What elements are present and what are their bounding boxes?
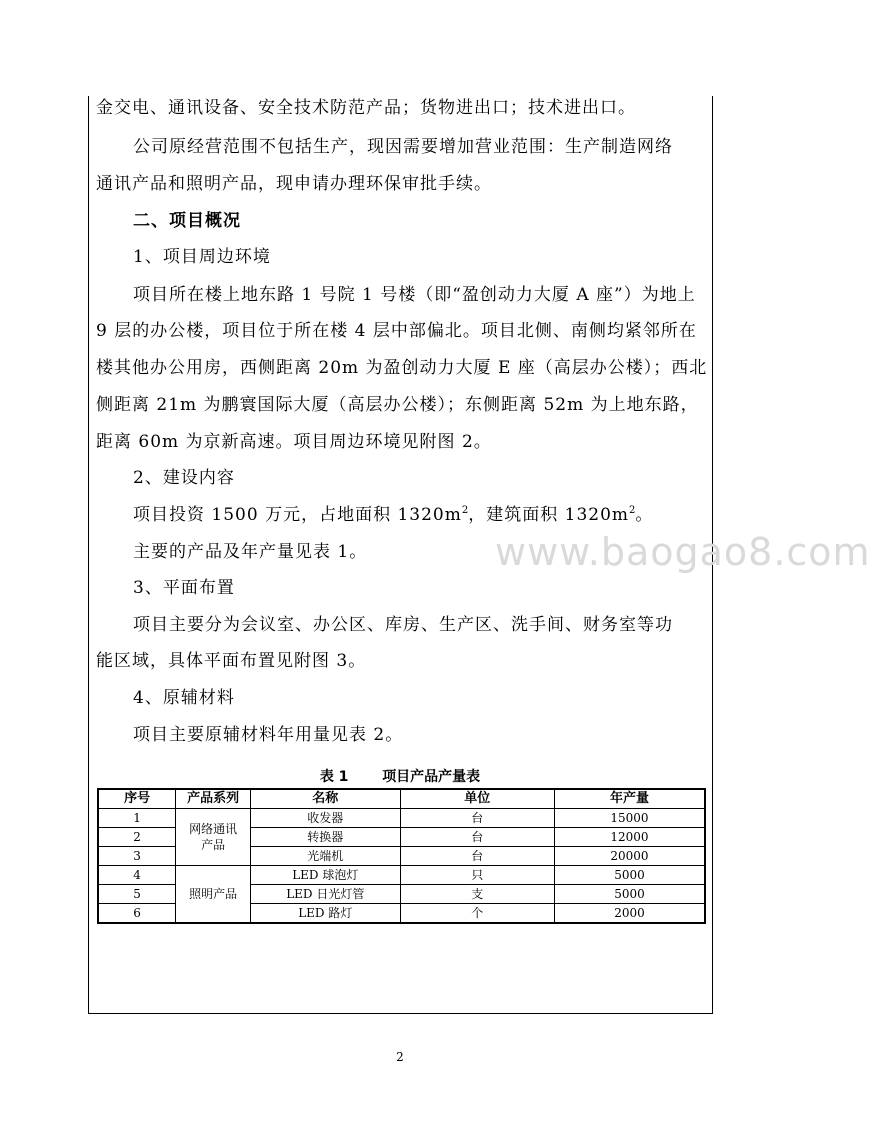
table-cell: 转换器 [251,828,400,847]
table-row [98,866,705,885]
table-cell: 只 [400,866,554,885]
table-cell: 光端机 [251,847,400,866]
table-cell: 台 [400,847,554,866]
paragraph-business-scope-end: 金交电、通讯设备、安全技术防范产品；货物进出口；技术进出口。 [96,98,636,118]
column-header: 序号 [98,789,176,809]
paragraph-surroundings-line3: 楼其他办公用房，西侧距离 20m 为盈创动力大厦 E 座（高层办公楼）；西北 [96,358,708,378]
paragraph-scope-change-line1: 公司原经营范围不包括生产，现因需要增加营业范围：生产制造网络 [133,137,673,157]
table-cell: 12000 [554,828,705,847]
paragraph-surroundings-line1: 项目所在楼上地东路 1 号院 1 号楼（即“盈创动力大厦 A 座”）为地上 [133,285,696,305]
table-caption-title: 项目产品产量表 [382,769,481,785]
paragraph-surroundings-line4: 侧距离 21m 为鹏寰国际大厦（高层办公楼）；东侧距离 52m 为上地东路， [96,395,699,415]
table-cell: 1 [98,809,176,828]
table-row [98,809,705,828]
table-cell: LED 路灯 [251,904,400,924]
table-cell: 个 [400,904,554,924]
superscript-2: 2 [461,505,469,516]
column-header: 单位 [400,789,554,809]
subheading-surroundings: 1、项目周边环境 [133,247,271,267]
table-cell: LED 日光灯管 [251,885,400,904]
paragraph-layout-line2: 能区域，具体平面布置见附图 3。 [96,651,367,671]
column-header: 产品系列 [176,789,251,809]
paragraph-layout-line1: 项目主要分为会议室、办公区、库房、生产区、洗手间、财务室等功 [133,615,673,635]
table-cell: 台 [400,828,554,847]
table-cell: 5000 [554,866,705,885]
page-number: 2 [396,1050,404,1064]
paragraph-surroundings-line5: 距离 60m 为京新高速。项目周边环境见附图 2。 [96,432,492,452]
table-cell: 支 [400,885,554,904]
column-header: 年产量 [554,789,705,809]
subheading-layout: 3、平面布置 [133,578,235,598]
section-heading-project-overview: 二、项目概况 [133,211,241,231]
category-cell: 照明产品 [176,866,251,924]
watermark: www.baogao8.com [495,530,871,574]
table-cell: 5 [98,885,176,904]
table-cell: 5000 [554,885,705,904]
table-caption-number: 表 1 [319,769,349,785]
paragraph-materials-ref: 项目主要原辅材料年用量见表 2。 [133,725,404,745]
table-header-row [98,789,705,809]
table-cell: LED 球泡灯 [251,866,400,885]
table-cell: 6 [98,904,176,924]
table-cell: 2000 [554,904,705,924]
superscript-2: 2 [629,505,636,516]
subheading-materials: 4、原辅材料 [133,688,235,708]
table-cell: 20000 [554,847,705,866]
subheading-construction: 2、建设内容 [133,468,235,488]
paragraph-scope-change-line2: 通讯产品和照明产品，现申请办理环保审批手续。 [96,174,492,194]
product-output-table [97,788,706,924]
table-cell: 2 [98,828,176,847]
table-cell: 4 [98,866,176,885]
paragraph-investment: 项目投资 1500 万元，占地面积 $1320m^2$，建筑面积 $1320m^2$。 [133,505,654,525]
table-caption [0,766,800,786]
table-cell: 台 [400,809,554,828]
column-header: 名称 [251,789,400,809]
paragraph-surroundings-line2: 9 层的办公楼，项目位于所在楼 4 层中部偏北。项目北侧、南侧均紧邻所在 [96,321,697,341]
paragraph-products-ref: 主要的产品及年产量见表 1。 [133,542,368,562]
table-cell: 15000 [554,809,705,828]
table-cell: 3 [98,847,176,866]
category-cell: 网络通讯产品 [176,809,251,866]
table-cell: 收发器 [251,809,400,828]
